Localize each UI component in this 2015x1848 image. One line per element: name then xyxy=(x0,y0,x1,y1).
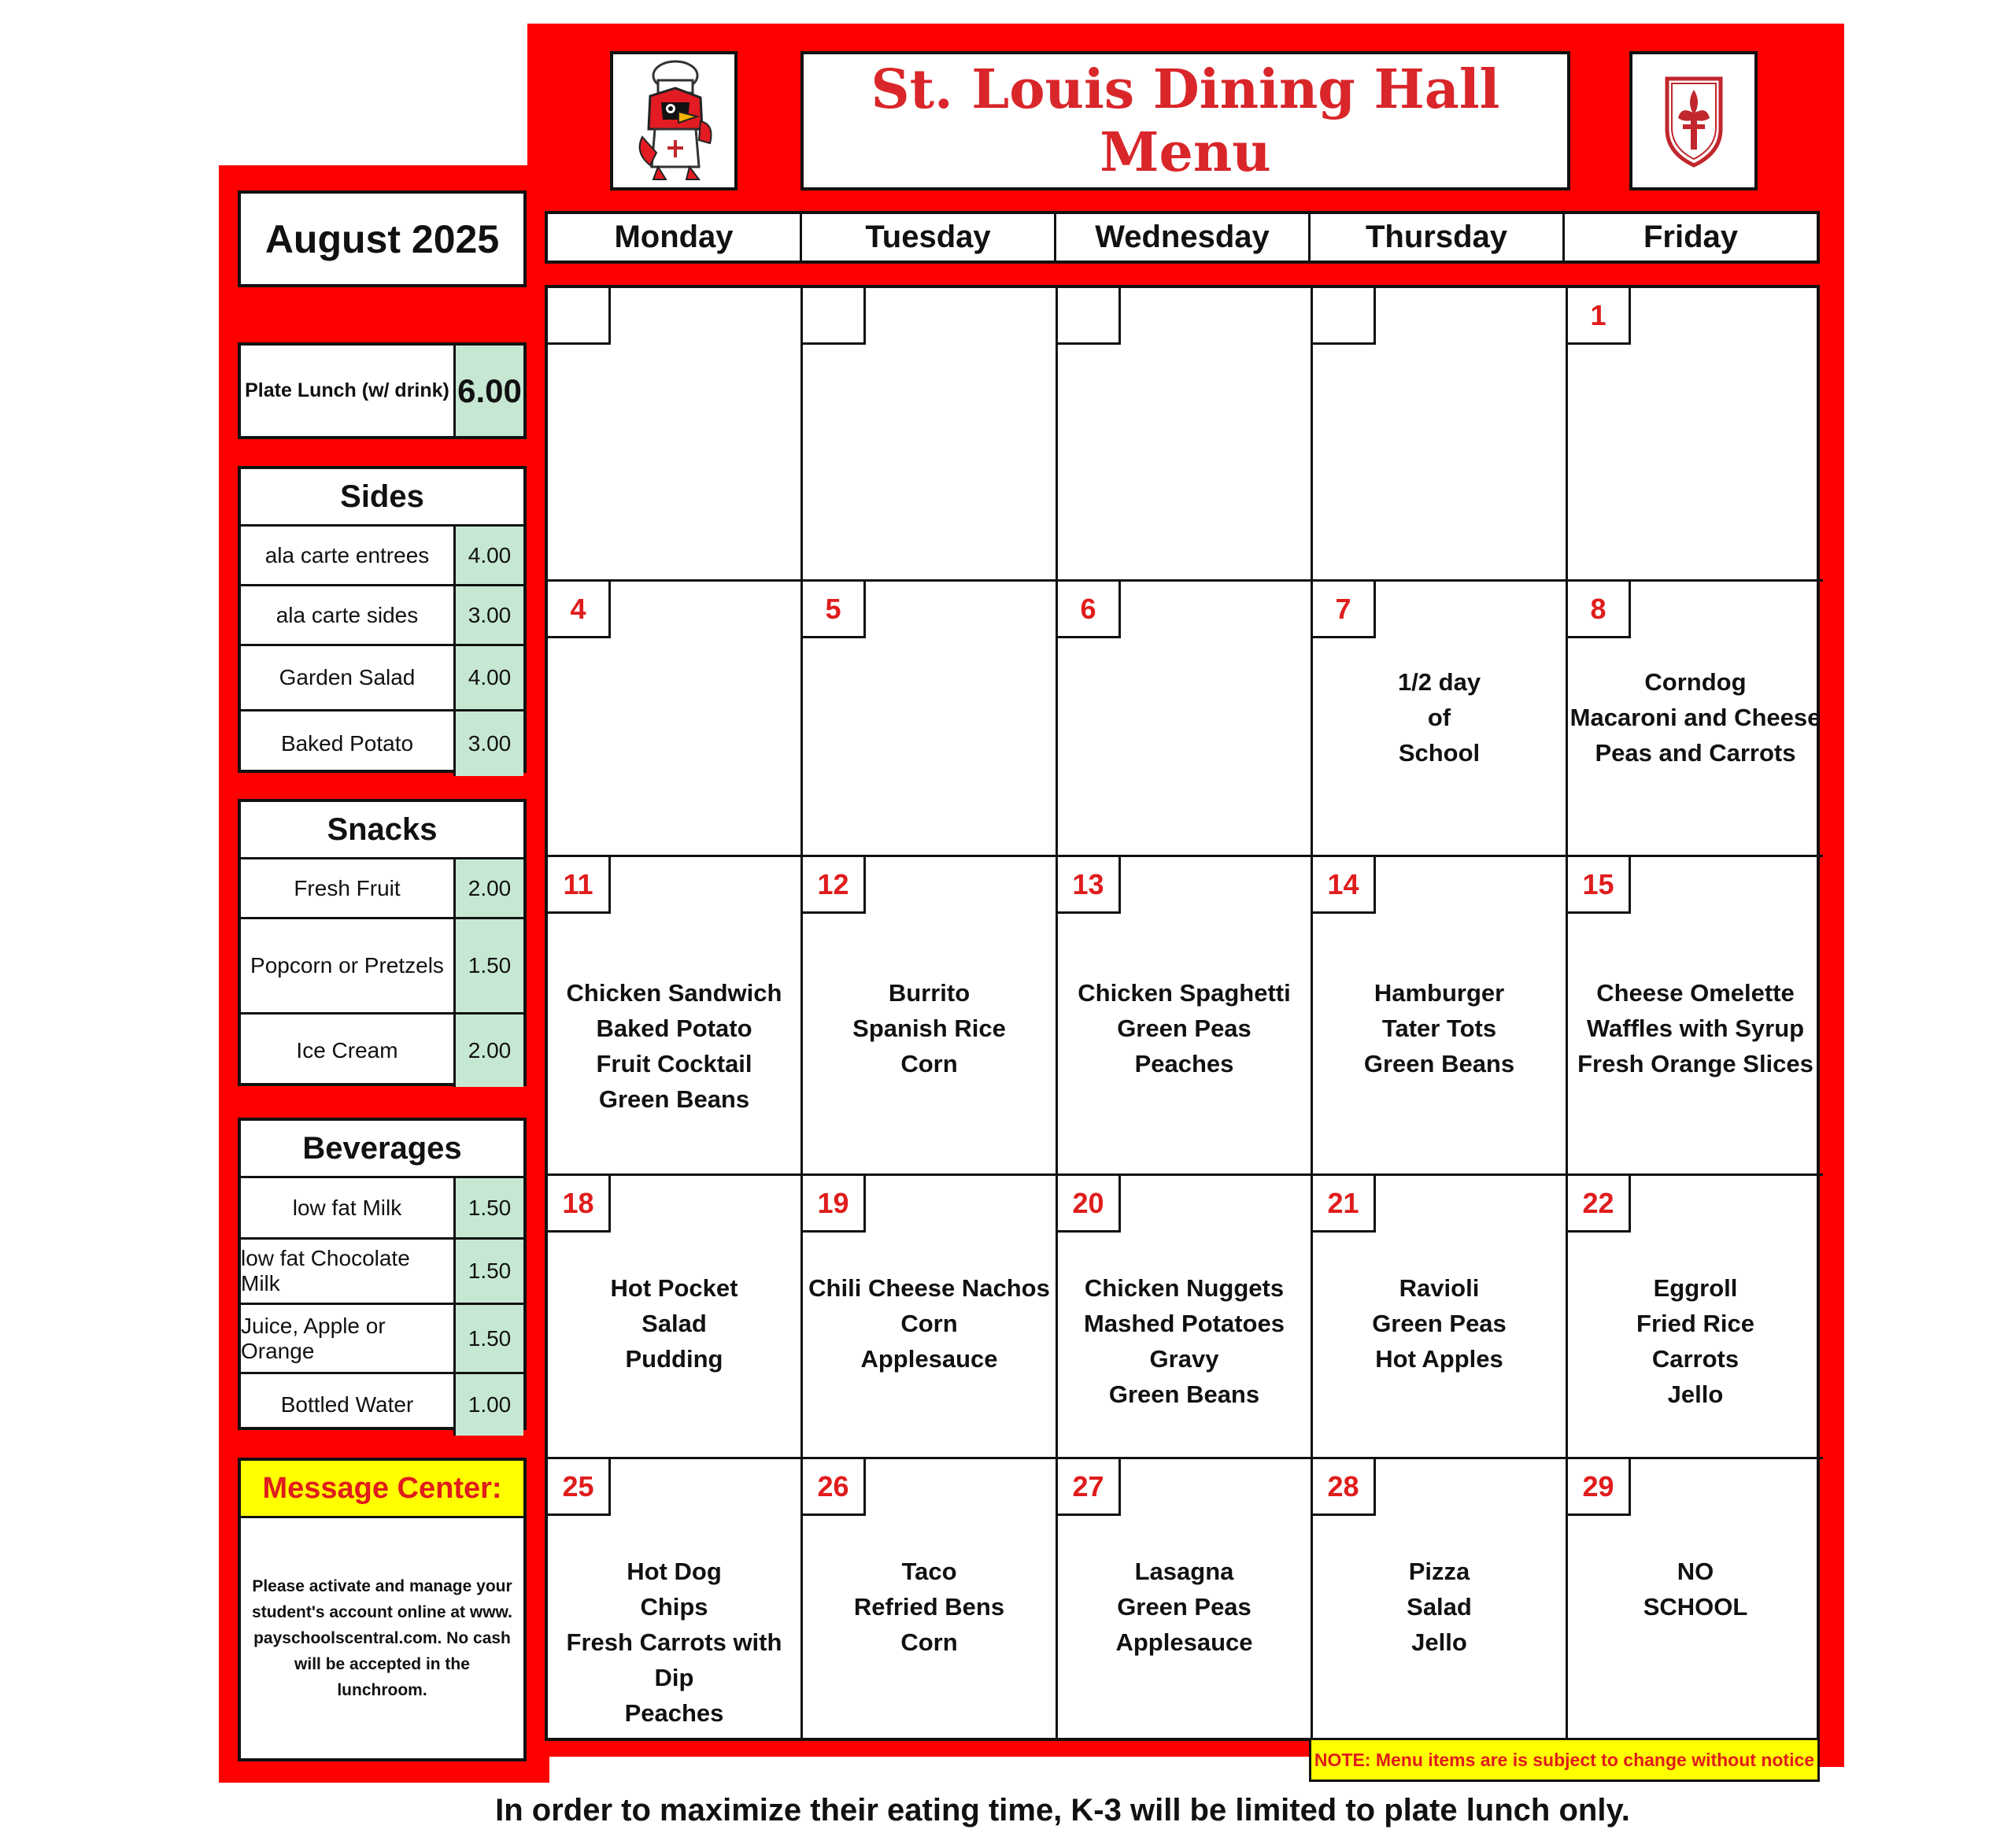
beverages-row xyxy=(241,1374,523,1436)
item-name: low fat Milk xyxy=(241,1178,456,1237)
menu-item: Peaches xyxy=(624,1699,724,1727)
date-number: 13 xyxy=(1058,857,1121,914)
item-price: 3.00 xyxy=(456,586,523,644)
menu-item: Corn xyxy=(900,1050,958,1077)
menu-item: Hot Apples xyxy=(1375,1345,1503,1373)
date-number: 18 xyxy=(548,1176,611,1233)
menu-items xyxy=(1568,975,1823,1081)
day-cell xyxy=(548,1459,803,1738)
date-number xyxy=(1313,288,1376,345)
beverages-table xyxy=(238,1118,527,1430)
change-notice: NOTE: Menu items are is subject to change without notice xyxy=(1309,1738,1820,1782)
snacks-row xyxy=(241,919,523,1015)
menu-items xyxy=(1568,664,1823,771)
menu-item: Peaches xyxy=(1134,1050,1234,1077)
day-cell xyxy=(1568,857,1823,1176)
weekday-header xyxy=(545,211,1820,264)
menu-item: Applesauce xyxy=(860,1345,998,1373)
menu-item: Green Peas xyxy=(1372,1310,1507,1337)
menu-item: School xyxy=(1398,739,1481,767)
day-cell xyxy=(548,582,803,857)
day-cell xyxy=(803,288,1058,582)
sides-table xyxy=(238,466,527,773)
menu-item: Waffles with Syrup xyxy=(1586,1015,1805,1042)
menu-item: Fried Rice xyxy=(1636,1310,1754,1337)
date-number: 19 xyxy=(803,1176,866,1233)
date-number: 29 xyxy=(1568,1459,1631,1516)
day-cell xyxy=(1568,582,1823,857)
menu-items xyxy=(1058,1270,1311,1412)
menu-item: Hamburger xyxy=(1374,979,1505,1007)
day-cell xyxy=(1313,582,1568,857)
menu-items xyxy=(803,1270,1056,1377)
menu-item: Salad xyxy=(1407,1593,1472,1621)
day-cell xyxy=(1058,582,1313,857)
day-cell xyxy=(803,857,1058,1176)
beverages-row xyxy=(241,1305,523,1374)
day-cell xyxy=(1313,1459,1568,1738)
date-number: 21 xyxy=(1313,1176,1376,1233)
menu-items xyxy=(1313,975,1566,1081)
beverages-row xyxy=(241,1178,523,1240)
date-number: 20 xyxy=(1058,1176,1121,1233)
menu-item: Gravy xyxy=(1149,1345,1219,1373)
menu-item: Corndog xyxy=(1644,668,1747,696)
menu-item: Macaroni and Cheese xyxy=(1569,704,1821,731)
menu-item: Lasagna xyxy=(1134,1558,1234,1585)
date-number: 15 xyxy=(1568,857,1631,914)
menu-item: Chili Cheese Nachos xyxy=(808,1274,1050,1302)
date-number: 5 xyxy=(803,582,866,638)
snacks-row xyxy=(241,1015,523,1087)
menu-item: Cheese Omelette xyxy=(1596,979,1795,1007)
menu-item: Pudding xyxy=(625,1345,723,1373)
plate-lunch-price: 6.00 xyxy=(456,346,523,436)
menu-item: of xyxy=(1427,704,1451,731)
item-name: Baked Potato xyxy=(241,711,456,776)
menu-item: Fresh Orange Slices xyxy=(1577,1050,1814,1077)
plate-lunch-table xyxy=(238,342,527,439)
menu-item: Chips xyxy=(640,1593,708,1621)
date-number: 6 xyxy=(1058,582,1121,638)
date-number: 4 xyxy=(548,582,611,638)
menu-item: Chicken Sandwich xyxy=(566,979,782,1007)
item-price: 4.00 xyxy=(456,646,523,709)
menu-item: Chicken Nuggets xyxy=(1084,1274,1285,1302)
date-number: 22 xyxy=(1568,1176,1631,1233)
day-cell xyxy=(803,1459,1058,1738)
menu-item: Fresh Carrots with Dip xyxy=(566,1628,782,1691)
menu-items xyxy=(1313,1554,1566,1660)
date-number: 11 xyxy=(548,857,611,914)
menu-item: Baked Potato xyxy=(596,1015,752,1042)
menu-items xyxy=(1058,1554,1311,1660)
menu-items xyxy=(548,1554,800,1731)
menu-item: Corn xyxy=(900,1628,958,1656)
day-monday: Monday xyxy=(548,214,802,261)
snacks-row xyxy=(241,859,523,919)
day-cell xyxy=(1568,1459,1823,1738)
calendar-grid xyxy=(545,285,1820,1741)
message-center-title: Message Center: xyxy=(241,1461,523,1518)
menu-item: Fruit Cocktail xyxy=(596,1050,752,1077)
plate-lunch-label: Plate Lunch (w/ drink) xyxy=(241,346,456,436)
sides-row xyxy=(241,586,523,646)
cardinal-mascot-icon xyxy=(627,58,721,184)
day-cell xyxy=(1313,288,1568,582)
menu-items xyxy=(803,975,1056,1081)
snacks-table xyxy=(238,799,527,1086)
day-cell xyxy=(548,288,803,582)
day-cell xyxy=(803,582,1058,857)
menu-item: Tater Tots xyxy=(1381,1015,1497,1042)
date-number: 27 xyxy=(1058,1459,1121,1516)
menu-item: Jello xyxy=(1667,1380,1724,1408)
day-cell xyxy=(1568,1176,1823,1459)
message-center-body: Please activate and manage your student's account online at www. payschoolscentral.com. No cash will be accepted in the lunchroom. xyxy=(252,1577,512,1699)
date-number xyxy=(1058,288,1121,345)
menu-items xyxy=(548,975,800,1117)
day-thursday: Thursday xyxy=(1311,214,1565,261)
menu-items xyxy=(1568,1554,1823,1624)
sides-row xyxy=(241,527,523,586)
menu-item: Green Peas xyxy=(1117,1593,1252,1621)
item-name: Bottled Water xyxy=(241,1374,456,1436)
month-label: August 2025 xyxy=(264,216,500,261)
beverages-title: Beverages xyxy=(241,1121,523,1178)
menu-item: Hot Pocket xyxy=(610,1274,738,1302)
sides-row xyxy=(241,646,523,711)
menu-item: Corn xyxy=(900,1310,958,1337)
day-cell xyxy=(1058,288,1313,582)
item-price: 4.00 xyxy=(456,527,523,584)
menu-item: 1/2 day xyxy=(1397,668,1481,696)
menu-item: Eggroll xyxy=(1653,1274,1738,1302)
month-box xyxy=(238,190,527,287)
day-wednesday: Wednesday xyxy=(1056,214,1311,261)
date-number: 14 xyxy=(1313,857,1376,914)
item-name: ala carte sides xyxy=(241,586,456,644)
menu-item: Ravioli xyxy=(1399,1274,1480,1302)
menu-item: Spanish Rice xyxy=(852,1015,1006,1042)
menu-item: Pizza xyxy=(1408,1558,1470,1585)
beverages-row xyxy=(241,1240,523,1305)
footer-note: In order to maximize their eating time, K-3 will be limited to plate lunch only. xyxy=(495,1792,1630,1828)
menu-item: Salad xyxy=(641,1310,707,1337)
menu-item: Refried Bens xyxy=(853,1593,1005,1621)
menu-items xyxy=(1058,975,1311,1081)
page-title: St. Louis Dining Hall Menu xyxy=(871,57,1500,184)
date-number: 26 xyxy=(803,1459,866,1516)
menu-item: Chicken Spaghetti xyxy=(1078,979,1291,1007)
day-cell xyxy=(1568,288,1823,582)
day-cell xyxy=(1058,1176,1313,1459)
date-number xyxy=(803,288,866,345)
menu-item: Green Beans xyxy=(1363,1050,1515,1077)
menu-item: Green Beans xyxy=(598,1085,750,1113)
menu-items xyxy=(1568,1270,1823,1412)
item-name: low fat Chocolate Milk xyxy=(241,1240,456,1303)
day-cell xyxy=(803,1176,1058,1459)
menu-item: Hot Dog xyxy=(627,1558,722,1585)
item-price: 3.00 xyxy=(456,711,523,776)
item-name: Juice, Apple or Orange xyxy=(241,1305,456,1372)
item-price: 1.50 xyxy=(456,1178,523,1237)
item-name: Garden Salad xyxy=(241,646,456,709)
date-number: 28 xyxy=(1313,1459,1376,1516)
date-number: 12 xyxy=(803,857,866,914)
day-tuesday: Tuesday xyxy=(802,214,1056,261)
item-price: 1.00 xyxy=(456,1374,523,1436)
day-cell xyxy=(548,1176,803,1459)
date-number: 1 xyxy=(1568,288,1631,345)
item-price: 2.00 xyxy=(456,859,523,917)
mascot-logo xyxy=(610,51,738,190)
menu-item: Mashed Potatoes xyxy=(1084,1310,1285,1337)
item-name: Ice Cream xyxy=(241,1015,456,1087)
item-name: Popcorn or Pretzels xyxy=(241,919,456,1012)
fleur-de-lis-shield-icon xyxy=(1662,74,1725,168)
menu-item: NO xyxy=(1677,1558,1714,1585)
day-cell xyxy=(1313,857,1568,1176)
title-box xyxy=(800,51,1570,190)
item-price: 1.50 xyxy=(456,919,523,1012)
menu-items xyxy=(803,1554,1056,1660)
menu-item: Applesauce xyxy=(1115,1628,1253,1656)
day-friday: Friday xyxy=(1643,220,1739,254)
day-cell xyxy=(1058,1459,1313,1738)
menu-item: Carrots xyxy=(1651,1345,1740,1373)
menu-items xyxy=(1313,1270,1566,1377)
item-price: 2.00 xyxy=(456,1015,523,1087)
item-name: Fresh Fruit xyxy=(241,859,456,917)
item-name: ala carte entrees xyxy=(241,527,456,584)
date-number: 25 xyxy=(548,1459,611,1516)
item-price: 1.50 xyxy=(456,1240,523,1303)
menu-item: Green Peas xyxy=(1117,1015,1252,1042)
plate-lunch-row xyxy=(241,346,523,436)
item-price: 1.50 xyxy=(456,1305,523,1372)
menu-item: Taco xyxy=(901,1558,957,1585)
sides-row xyxy=(241,711,523,776)
snacks-title: Snacks xyxy=(241,802,523,859)
date-number: 7 xyxy=(1313,582,1376,638)
menu-item: SCHOOL xyxy=(1643,1593,1748,1621)
date-number xyxy=(548,288,611,345)
menu-items xyxy=(548,1270,800,1377)
menu-item: Burrito xyxy=(888,979,971,1007)
shield-logo xyxy=(1629,51,1758,190)
menu-item: Green Beans xyxy=(1108,1380,1260,1408)
sides-title: Sides xyxy=(241,469,523,527)
menu-items xyxy=(1313,664,1566,771)
menu-item: Peas and Carrots xyxy=(1595,739,1796,767)
day-cell xyxy=(1058,857,1313,1176)
day-cell xyxy=(1313,1176,1568,1459)
message-center xyxy=(238,1458,527,1761)
day-cell xyxy=(548,857,803,1176)
date-number: 8 xyxy=(1568,582,1631,638)
menu-item: Jello xyxy=(1411,1628,1467,1656)
